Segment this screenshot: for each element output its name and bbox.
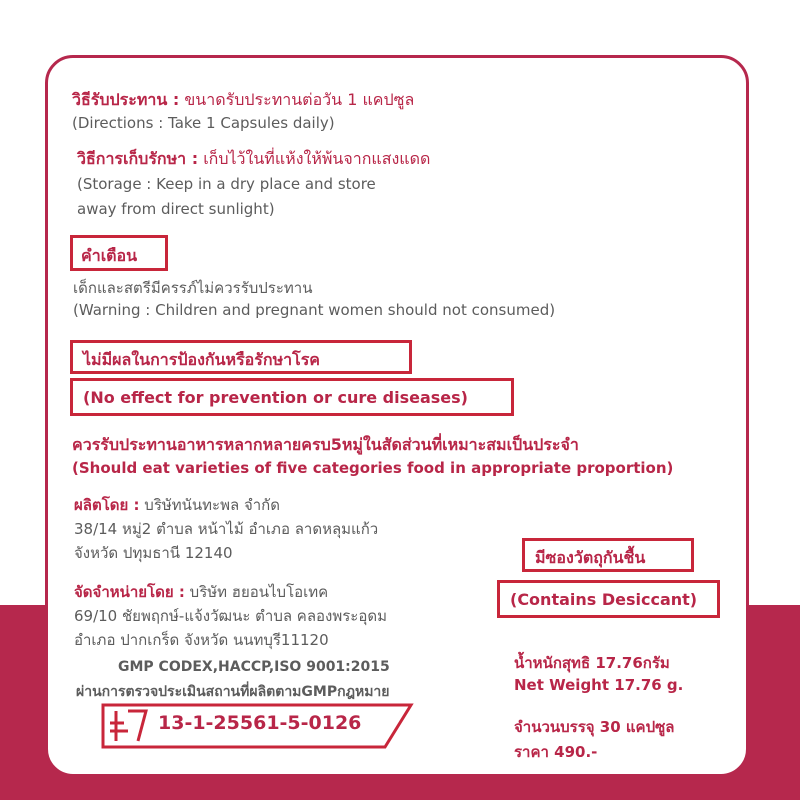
- manufacturer-label: ผลิตโดย :: [74, 496, 140, 514]
- package-price: ราคา 490.-: [514, 743, 598, 761]
- manufacturer-name: บริษัทนันทะพล จำกัด: [139, 496, 280, 514]
- desiccant-en-box: [497, 580, 720, 618]
- storage-line: [77, 147, 430, 172]
- warning-title-box: [70, 235, 168, 271]
- warning-en: (Warning : Children and pregnant women should not consumed): [73, 301, 556, 319]
- no-effect-en: (No effect for prevention or cure diseases): [83, 388, 468, 407]
- no-effect-th: ไม่มีผลในการป้องกันหรือรักษาโรค: [83, 350, 320, 369]
- distributor-line: [74, 580, 328, 604]
- directions-label: วิธีรับประทาน :: [72, 90, 180, 109]
- distributor-name: บริษัท ฮยอนไบโอเทค: [184, 583, 329, 601]
- warning-title: คำเตือน: [81, 246, 138, 265]
- warning-th: เด็กและสตรีมีครรภ์ไม่ควรรับประทาน: [73, 279, 313, 297]
- distributor-address1: 69/10 ชัยพฤกษ์-แจ้งวัฒนะ ตำบล คลองพระอุดม: [74, 607, 387, 625]
- manufacturer-address1: 38/14 หมู่2 ตำบล หน้าไม้ อำเภอ ลาดหลุมแก้ว: [74, 520, 379, 538]
- directions-line: [72, 88, 414, 113]
- diet-en: (Should eat varieties of five categories food in appropriate proportion): [72, 459, 674, 477]
- certification-line1: GMP CODEX,HACCP,ISO 9001:2015: [118, 659, 390, 675]
- storage-label: วิธีการเก็บรักษา :: [77, 149, 199, 168]
- weight-en: Net Weight 17.76 g.: [514, 676, 684, 694]
- no-effect-en-box: [70, 378, 514, 416]
- registration-number: 13-1-25561-5-0126: [158, 712, 362, 734]
- desiccant-th-box: [522, 538, 694, 572]
- manufacturer-address2: จังหวัด ปทุมธานี 12140: [74, 544, 233, 562]
- desiccant-en: (Contains Desiccant): [510, 590, 698, 609]
- manufacturer-line: [74, 493, 280, 517]
- storage-text: เก็บไว้ในที่แห้งให้พ้นจากแสงแดด: [198, 149, 431, 168]
- directions-text: ขนาดรับประทานต่อวัน 1 แคปซูล: [179, 90, 415, 109]
- weight-th: น้ำหนักสุทธิ 17.76กรัม: [514, 654, 670, 672]
- directions-en: (Directions : Take 1 Capsules daily): [72, 114, 335, 132]
- storage-en-line2: away from direct sunlight): [77, 200, 275, 218]
- distributor-address2: อำเภอ ปากเกร็ด จังหวัด นนทบุรี11120: [74, 631, 329, 649]
- desiccant-th: มีซองวัตถุกันชื้น: [535, 548, 646, 567]
- diet-th: ควรรับประทานอาหารหลากหลายครบ5หมู่ในสัดส่วนที่เหมาะสมเป็นประจำ: [72, 435, 579, 454]
- distributor-label: จัดจำหน่ายโดย :: [74, 583, 185, 601]
- no-effect-th-box: [70, 340, 412, 374]
- certification-line2: ผ่านการตรวจประเมินสถานที่ผลิตตามGMPกฎหมาย: [76, 684, 390, 700]
- storage-en-line1: (Storage : Keep in a dry place and store: [77, 175, 376, 193]
- package-count: จำนวนบรรจุ 30 แคปซูล: [514, 718, 675, 736]
